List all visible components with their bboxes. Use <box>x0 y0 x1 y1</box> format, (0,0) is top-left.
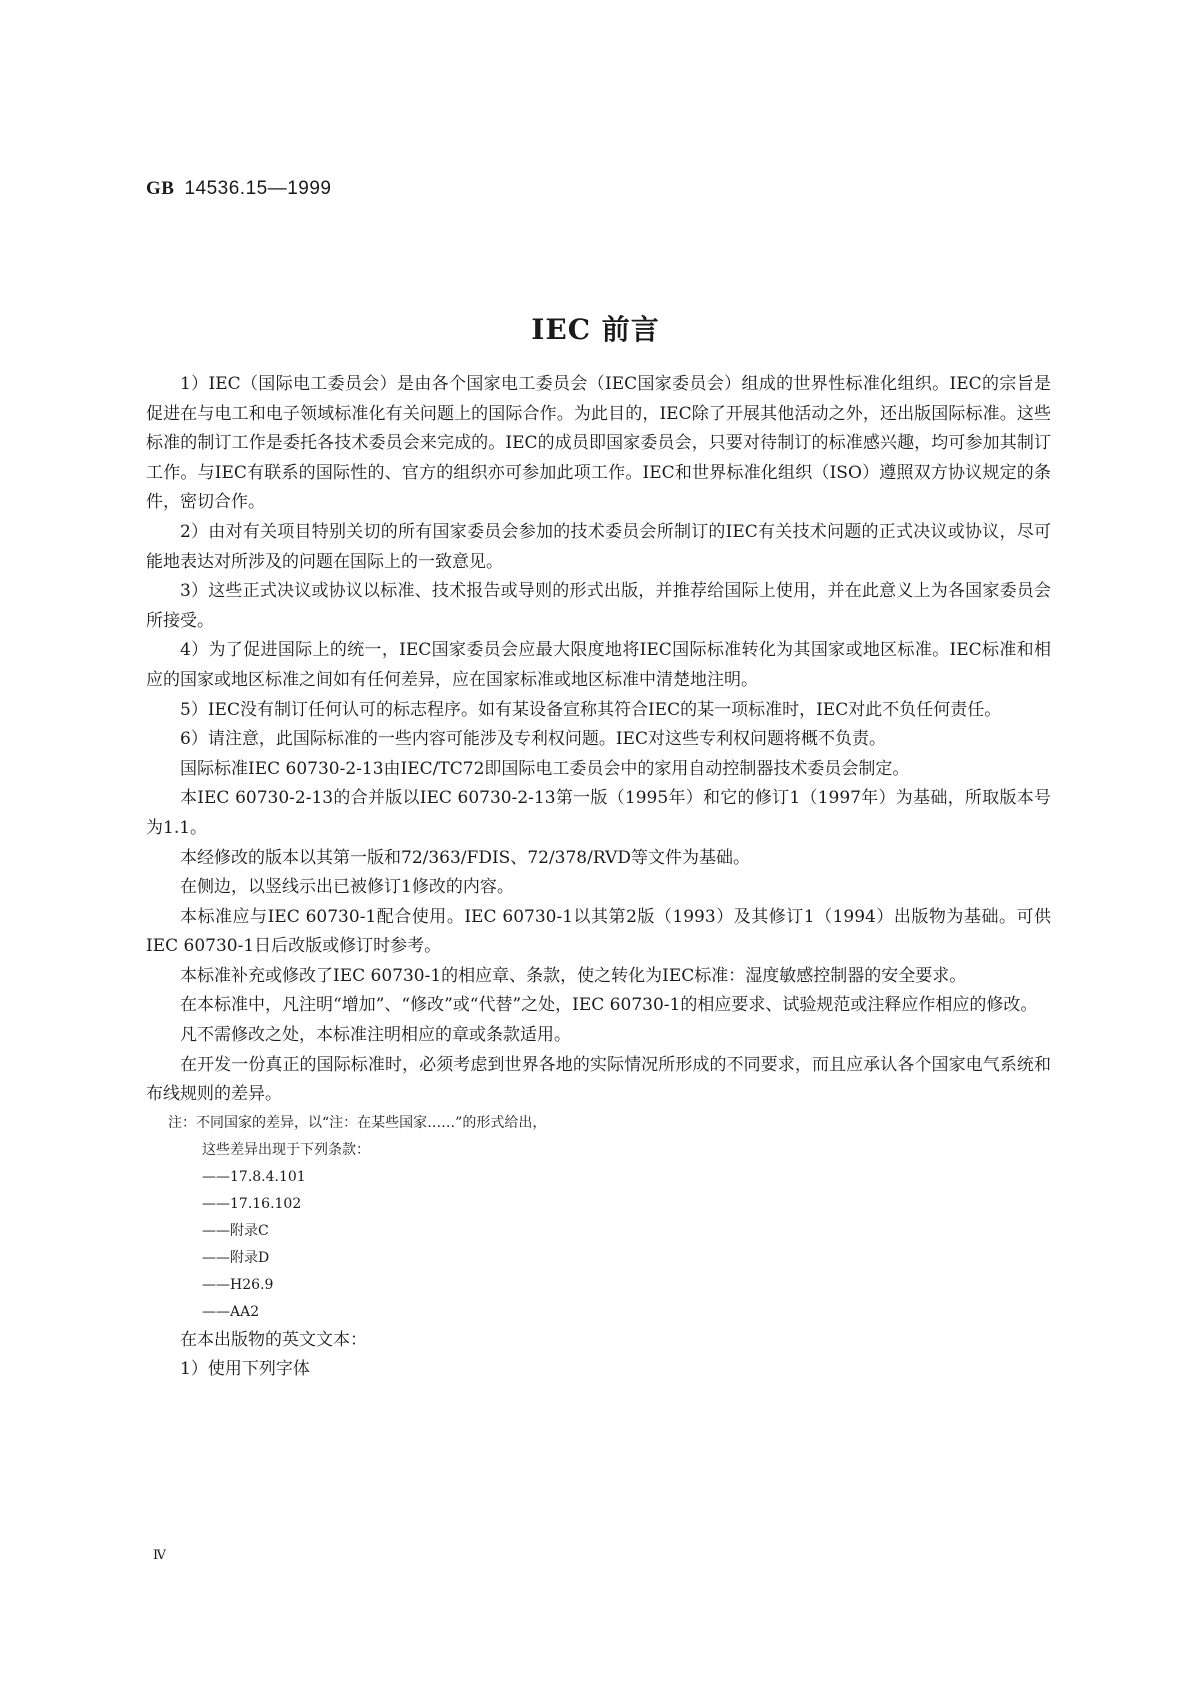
page-title: IEC 前言 <box>531 313 660 346</box>
tail-line-2: 1）使用下列字体 <box>180 1359 310 1380</box>
standard-prefix: GB <box>146 178 175 199</box>
paragraph-15: 在开发一份真正的国际标准时，必须考虑到世界各地的实际情况所形成的不同要求，而且应承认各个国家电气系统和布线规则的差异。 <box>146 1054 1051 1105</box>
document-header <box>146 178 331 200</box>
note-item: ——H26.9 <box>202 1276 274 1293</box>
note-item: ——17.8.4.101 <box>202 1168 306 1185</box>
paragraph-8: 本IEC 60730-2-13的合并版以IEC 60730-2-13第一版（1995年）和它的修订1（1997年）为基础，所取版本号为1.1。 <box>146 788 1051 838</box>
paragraph-1: 1）IEC（国际电工委员会）是由各个国家电工委员会（IEC国家委员会）组成的世界性标准化组织。IEC的宗旨是促进在与电工和电子领域标准化有关问题上的国际合作。为此目的，IEC除了开展其他活动之外，还出版国际标准。这些标准的制订工作是委托各技术委员会来完成的。IEC的成员即国家委员会，只要对待制订的标准感兴趣，均可参加其制订工作。与IEC有联系的国际性的、官方的组织亦可参加此项工作。IEC和世界标准化组织（ISO）遵照双方协议规定的条件，密切合作。 <box>146 374 1051 513</box>
paragraph-14: 凡不需修改之处，本标准注明相应的章或条款适用。 <box>180 1025 571 1046</box>
note-item: ——AA2 <box>202 1303 260 1320</box>
note-block <box>146 1110 1051 1326</box>
note-item: ——附录D <box>202 1249 270 1266</box>
note-head: 注：不同国家的差异，以“注：在某些国家……”的形式给出， <box>168 1114 547 1131</box>
paragraph-5: 5）IEC没有制订任何认可的标志程序。如有某设备宣称其符合IEC的某一项标准时，IEC对此不负任何责任。 <box>180 699 1002 720</box>
document-body <box>146 370 1051 1385</box>
paragraph-4: 4）为了促进国际上的统一，IEC国家委员会应最大限度地将IEC国际标准转化为其国家或地区标准。IEC标准和相应的国家或地区标准之间如有任何差异，应在国家标准或地区标准中清楚地注明。 <box>146 640 1051 690</box>
standard-number: 14536.15—1999 <box>184 178 332 199</box>
paragraph-12: 本标准补充或修改了IEC 60730-1的相应章、条款，使之转化为IEC标准：湿度敏感控制器的安全要求。 <box>180 965 967 986</box>
page-number: Ⅳ <box>153 1548 166 1563</box>
note-item: ——附录C <box>202 1222 269 1239</box>
paragraph-10: 在侧边，以竖线示出已被修订1修改的内容。 <box>180 877 514 898</box>
paragraph-2: 2）由对有关项目特别关切的所有国家委员会参加的技术委员会所制订的IEC有关技术问题的正式决议或协议，尽可能地表达对所涉及的问题在国际上的一致意见。 <box>146 521 1051 572</box>
paragraph-3: 3）这些正式决议或协议以标准、技术报告或导则的形式出版，并推荐给国际上使用，并在此意义上为各国家委员会所接受。 <box>146 581 1051 631</box>
paragraph-11: 本标准应与IEC 60730-1配合使用。IEC 60730-1以其第2版（1993）及其修订1（1994）出版物为基础。可供IEC 60730-1日后改版或修订时参考。 <box>146 906 1051 957</box>
note-line: 这些差异出现于下列条款： <box>202 1141 370 1158</box>
paragraph-13: 在本标准中，凡注明“增加”、“修改”或“代替”之处，IEC 60730-1的相应要求、试验规范或注释应作相应的修改。 <box>180 995 1038 1016</box>
paragraph-6: 6）请注意，此国际标准的一些内容可能涉及专利权问题。IEC对这些专利权问题将概不负责。 <box>180 729 886 750</box>
paragraph-7: 国际标准IEC 60730-2-13由IEC/TC72即国际电工委员会中的家用自动控制器技术委员会制定。 <box>180 758 910 779</box>
note-item: ——17.16.102 <box>202 1195 302 1212</box>
paragraph-9: 本经修改的版本以其第一版和72/363/FDIS、72/378/RVD等文件为基础。 <box>180 847 750 868</box>
tail-line-1: 在本出版物的英文文本： <box>180 1329 367 1350</box>
